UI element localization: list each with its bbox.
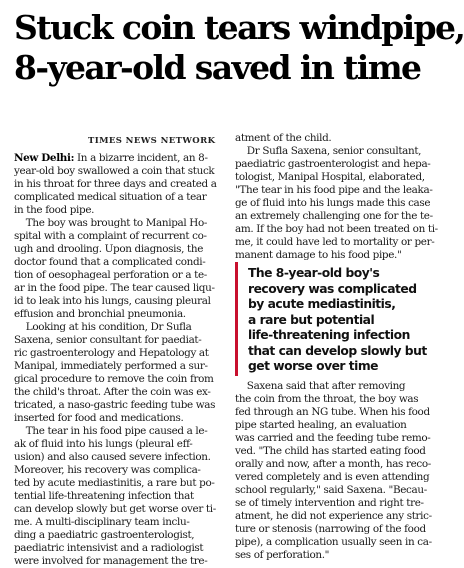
body-text-line: pipe started healing, an evaluation (235, 419, 407, 431)
headline (14, 8, 464, 88)
body-text-line: orally and now, after a month, has reco- (235, 458, 431, 470)
body-text-line: fed through an NG tube. When his food (235, 406, 430, 418)
body-text-line: tential life-threatening infection that (14, 490, 194, 502)
body-text-line: tologist, Manipal Hospital, elaborated, (235, 171, 425, 183)
pull-quote (235, 262, 446, 376)
body-text-line: se of timely intervention and right tre- (235, 497, 424, 509)
headline-line: 8-year-old saved in time (14, 48, 421, 87)
body-text-line: were involved for management the tre- (14, 555, 208, 567)
body-text-line: school regularly," said Saxena. "Becau- (235, 484, 427, 496)
body-text-line: ak of fluid into his lungs (pleural eff- (14, 438, 193, 450)
body-text-line: "The tear in his food pipe and the leaka- (235, 184, 433, 196)
headline-line: Stuck coin tears windpipe, (14, 8, 464, 47)
body-text-line: was carried and the feeding tube remo- (235, 432, 431, 444)
body-text-line: an extremely challenging one for the te- (235, 210, 433, 222)
body-text-line: am. If the boy had not been treated on ti- (235, 223, 438, 235)
body-text-line: Looking at his condition, Dr Sufla (14, 321, 192, 333)
pull-quote-line: life-threatening infection (248, 328, 410, 342)
pull-quote-line: The 8-year-old boy's (248, 266, 380, 280)
body-text-line (14, 152, 208, 165)
body-text-line: atment, he did not experience any stric- (235, 510, 432, 522)
body-text-line: year-old boy swallowed a coin that stuck (14, 165, 215, 177)
body-text-line: spital with a complaint of recurrent co- (14, 230, 207, 242)
body-text-line: ses of perforation." (235, 549, 330, 561)
body-text-line: The boy was brought to Manipal Ho- (14, 217, 208, 229)
body-text-line: Dr Sufla Saxena, senior consultant, (235, 145, 422, 157)
body-text-line: ted by acute mediastinitis, a rare but po- (14, 477, 215, 489)
body-text-line: inserted for food and medications. (14, 412, 184, 424)
body-text-line: usion) and also caused severe infection. (14, 451, 211, 463)
body-text-line: The tear in his food pipe caused a le- (14, 425, 208, 437)
body-text-line: id to leak into his lungs, causing pleural (14, 295, 211, 307)
body-text-line: doctor found that a complicated condi- (14, 256, 206, 268)
body-text-line: ric gastroenterology and Hepatology at (14, 347, 209, 359)
pull-quote-line: by acute mediastinitis, (248, 297, 396, 311)
body-text-line: in his throat for three days and created a (14, 178, 217, 190)
body-text-line: ture or stenosis (narrowing of the food (235, 523, 426, 535)
pull-quote-line: a rare but potential (248, 312, 375, 327)
body-text-line: gical procedure to remove the coin from (14, 373, 214, 385)
body-text-line: me. A multi-disciplinary team inclu- (14, 516, 190, 528)
body-text-line: manent damage to his food pipe." (235, 249, 402, 261)
body-text: In a bizarre incident, an 8- (74, 152, 208, 164)
byline: TIMES NEWS NETWORK (88, 136, 216, 146)
body-text-line: complicated medical situation of a tear (14, 191, 207, 203)
body-text-line: atment of the child. (235, 132, 332, 144)
pull-quote-line: that can develop slowly but (248, 343, 427, 358)
body-text-line: ar in the food pipe. The tear caused liqu- (14, 282, 215, 294)
body-text-line: vered completely and is even attending (235, 471, 430, 483)
body-text-line: ved. "The child has started eating food (235, 445, 426, 457)
dateline: New Delhi: (14, 152, 75, 164)
body-text-line: ding a paediatric gastroenterologist, (14, 529, 195, 541)
body-text-line: Moreover, his recovery was complica- (14, 464, 201, 476)
pull-quote-line: get worse over time (248, 359, 379, 373)
body-text-line: paediatric gastroenterologist and hepa- (235, 158, 431, 170)
body-text-line: tion of oesophageal perforation or a te- (14, 269, 207, 281)
body-text-line: Manipal, immediately performed a sur- (14, 360, 208, 372)
body-text-line: pipe), a complication usually seen in ca- (235, 536, 432, 548)
body-text-line: the child's throat. After the coin was ex- (14, 386, 211, 398)
body-text-line: tricated, a naso-gastric feeding tube was (14, 399, 216, 411)
body-text-line: ugh and drooling. Upon diagnosis, the (14, 243, 203, 255)
body-text-line: Saxena said that after removing (235, 380, 406, 392)
body-text-line: Saxena, senior consultant for paediat- (14, 334, 202, 346)
body-text-line: paediatric intensivist and a radiologist (14, 542, 204, 554)
body-text-line: effusion and bronchial pneumonia. (14, 308, 186, 320)
body-text-line: in the food pipe. (14, 204, 95, 216)
body-text-line: me, it could have led to mortality or per- (235, 236, 435, 248)
body-text-line: the coin from the throat, the boy was (235, 393, 419, 405)
body-text-line: can develop slowly but get worse over ti- (14, 503, 216, 515)
body-text-line: ge of fluid into his lungs made this case (235, 197, 431, 209)
pull-quote-line: recovery was complicated (248, 281, 417, 296)
